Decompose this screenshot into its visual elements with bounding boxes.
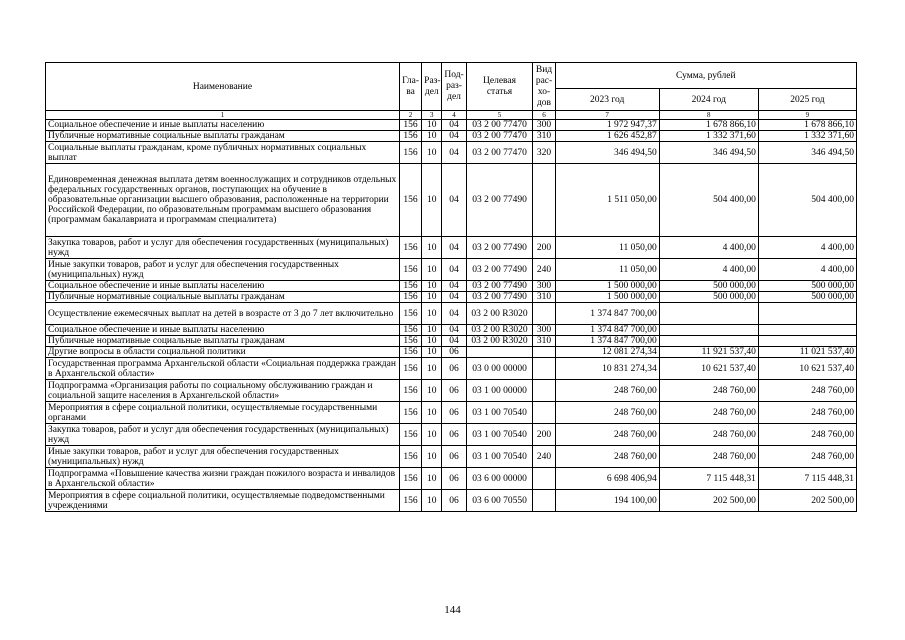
row-name: Единовременная денежная выплата детям военнослужащих и сотрудников отдельных федеральных государственных органов, поступающих на обучение в образовательные организации высшего образования, расположенные на территории Российской Федерации, по образовательным программам высшего образования (программам бакалавриата и программам специалитета) bbox=[46, 164, 400, 237]
table-row bbox=[46, 336, 857, 347]
header-glava bbox=[399, 63, 421, 111]
header-podrazdel-text: Под- раз- дел bbox=[444, 70, 464, 102]
row-sum-2024: 11 921 537,40 bbox=[659, 347, 758, 358]
row-podrazdel: 04 bbox=[442, 131, 466, 142]
row-sum-2024: 4 400,00 bbox=[659, 237, 758, 259]
table-row bbox=[46, 402, 857, 424]
table-row bbox=[46, 142, 857, 164]
table-row bbox=[46, 131, 857, 142]
row-glava: 156 bbox=[399, 325, 421, 336]
row-sum-2023: 1 374 847 700,00 bbox=[555, 325, 659, 336]
header-sum: Сумма, рублей bbox=[555, 63, 856, 89]
row-sum-2024: 7 115 448,31 bbox=[659, 468, 758, 490]
row-sum-2025 bbox=[758, 303, 856, 325]
row-vid: 240 bbox=[533, 259, 555, 281]
row-target: 03 6 00 70550 bbox=[466, 490, 533, 512]
row-glava: 156 bbox=[399, 468, 421, 490]
row-sum-2025: 1 678 866,10 bbox=[758, 120, 856, 131]
row-podrazdel: 06 bbox=[442, 468, 466, 490]
header-razdel-text: Раз- дел bbox=[424, 75, 441, 97]
row-glava: 156 bbox=[399, 490, 421, 512]
row-sum-2023: 248 760,00 bbox=[555, 402, 659, 424]
row-target: 03 0 00 00000 bbox=[466, 358, 533, 380]
row-sum-2023: 248 760,00 bbox=[555, 380, 659, 402]
table-row bbox=[46, 446, 857, 468]
row-razdel: 10 bbox=[422, 237, 442, 259]
col-number: 2 bbox=[399, 111, 421, 120]
row-razdel: 10 bbox=[422, 292, 442, 303]
row-sum-2023: 194 100,00 bbox=[555, 490, 659, 512]
header-2024: 2024 год bbox=[659, 89, 758, 111]
row-sum-2025: 346 494,50 bbox=[758, 142, 856, 164]
row-sum-2023: 346 494,50 bbox=[555, 142, 659, 164]
row-razdel: 10 bbox=[422, 468, 442, 490]
row-target: 03 2 00 77490 bbox=[466, 164, 533, 237]
row-podrazdel: 04 bbox=[442, 142, 466, 164]
row-sum-2025: 500 000,00 bbox=[758, 292, 856, 303]
row-target: 03 2 00 77490 bbox=[466, 281, 533, 292]
row-glava: 156 bbox=[399, 142, 421, 164]
row-sum-2025: 4 400,00 bbox=[758, 259, 856, 281]
row-sum-2023: 12 081 274,34 bbox=[555, 347, 659, 358]
row-sum-2024 bbox=[659, 336, 758, 347]
row-sum-2023: 1 374 847 700,00 bbox=[555, 303, 659, 325]
row-vid bbox=[533, 468, 555, 490]
row-sum-2025: 248 760,00 bbox=[758, 380, 856, 402]
col-number: 8 bbox=[659, 111, 758, 120]
row-sum-2023: 11 050,00 bbox=[555, 237, 659, 259]
row-sum-2023: 1 500 000,00 bbox=[555, 281, 659, 292]
row-vid: 300 bbox=[533, 281, 555, 292]
table-row bbox=[46, 120, 857, 131]
row-target: 03 2 00 R3020 bbox=[466, 336, 533, 347]
table-row bbox=[46, 325, 857, 336]
row-sum-2023: 1 374 847 700,00 bbox=[555, 336, 659, 347]
row-razdel: 10 bbox=[422, 402, 442, 424]
row-vid: 240 bbox=[533, 446, 555, 468]
row-glava: 156 bbox=[399, 131, 421, 142]
row-sum-2024: 248 760,00 bbox=[659, 402, 758, 424]
row-podrazdel: 04 bbox=[442, 325, 466, 336]
row-podrazdel: 06 bbox=[442, 446, 466, 468]
row-razdel: 10 bbox=[422, 259, 442, 281]
row-podrazdel: 04 bbox=[442, 259, 466, 281]
row-sum-2024: 248 760,00 bbox=[659, 380, 758, 402]
col-number: 6 bbox=[533, 111, 555, 120]
row-glava: 156 bbox=[399, 424, 421, 446]
row-sum-2025: 248 760,00 bbox=[758, 446, 856, 468]
row-vid: 200 bbox=[533, 237, 555, 259]
row-glava: 156 bbox=[399, 120, 421, 131]
row-name: Публичные нормативные социальные выплаты гражданам bbox=[46, 131, 400, 142]
row-name: Мероприятия в сфере социальной политики, осуществляемые подведомственными учреждениями bbox=[46, 490, 400, 512]
row-podrazdel: 04 bbox=[442, 292, 466, 303]
row-podrazdel: 06 bbox=[442, 402, 466, 424]
row-name: Подпрограмма «Повышение качества жизни граждан пожилого возраста и инвалидов в Архангельской области» bbox=[46, 468, 400, 490]
row-razdel: 10 bbox=[422, 120, 442, 131]
row-name: Публичные нормативные социальные выплаты гражданам bbox=[46, 336, 400, 347]
table-row bbox=[46, 468, 857, 490]
row-target: 03 2 00 77470 bbox=[466, 142, 533, 164]
row-vid bbox=[533, 402, 555, 424]
row-target: 03 1 00 70540 bbox=[466, 424, 533, 446]
row-sum-2024 bbox=[659, 303, 758, 325]
row-glava: 156 bbox=[399, 164, 421, 237]
row-sum-2024: 500 000,00 bbox=[659, 281, 758, 292]
row-sum-2023: 1 500 000,00 bbox=[555, 292, 659, 303]
row-sum-2024: 202 500,00 bbox=[659, 490, 758, 512]
row-glava: 156 bbox=[399, 259, 421, 281]
row-sum-2023: 1 626 452,87 bbox=[555, 131, 659, 142]
row-sum-2023: 1 511 050,00 bbox=[555, 164, 659, 237]
row-sum-2023: 248 760,00 bbox=[555, 424, 659, 446]
row-sum-2024: 504 400,00 bbox=[659, 164, 758, 237]
row-vid bbox=[533, 490, 555, 512]
row-target bbox=[466, 347, 533, 358]
row-sum-2024: 346 494,50 bbox=[659, 142, 758, 164]
row-vid bbox=[533, 303, 555, 325]
header-vid bbox=[533, 63, 555, 111]
row-podrazdel: 04 bbox=[442, 120, 466, 131]
col-number: 4 bbox=[442, 111, 466, 120]
row-name: Социальное обеспечение и иные выплаты населению bbox=[46, 120, 400, 131]
row-glava: 156 bbox=[399, 402, 421, 424]
header-2025: 2025 год bbox=[758, 89, 856, 111]
row-glava: 156 bbox=[399, 281, 421, 292]
header-razdel bbox=[422, 63, 442, 111]
row-podrazdel: 04 bbox=[442, 281, 466, 292]
row-podrazdel: 06 bbox=[442, 490, 466, 512]
col-number: 1 bbox=[46, 111, 400, 120]
row-name: Осуществление ежемесячных выплат на детей в возрасте от 3 до 7 лет включительно bbox=[46, 303, 400, 325]
table-row bbox=[46, 347, 857, 358]
row-razdel: 10 bbox=[422, 281, 442, 292]
row-name: Государственная программа Архангельской области «Социальная поддержка граждан в Архангельской области» bbox=[46, 358, 400, 380]
row-podrazdel: 06 bbox=[442, 380, 466, 402]
table-row bbox=[46, 358, 857, 380]
row-razdel: 10 bbox=[422, 142, 442, 164]
table-row bbox=[46, 303, 857, 325]
row-vid bbox=[533, 347, 555, 358]
row-sum-2024 bbox=[659, 325, 758, 336]
row-target: 03 2 00 77470 bbox=[466, 120, 533, 131]
row-target: 03 1 00 70540 bbox=[466, 446, 533, 468]
row-glava: 156 bbox=[399, 358, 421, 380]
row-name: Иные закупки товаров, работ и услуг для обеспечения государственных (муниципальных) нужд bbox=[46, 259, 400, 281]
row-razdel: 10 bbox=[422, 336, 442, 347]
row-name: Социальные выплаты гражданам, кроме публичных нормативных социальных выплат bbox=[46, 142, 400, 164]
row-target: 03 2 00 77470 bbox=[466, 131, 533, 142]
row-razdel: 10 bbox=[422, 131, 442, 142]
row-vid: 300 bbox=[533, 120, 555, 131]
row-vid: 310 bbox=[533, 292, 555, 303]
row-target: 03 2 00 R3020 bbox=[466, 325, 533, 336]
header-podrazdel bbox=[442, 63, 466, 111]
table-body bbox=[46, 120, 857, 512]
row-sum-2023: 248 760,00 bbox=[555, 446, 659, 468]
row-sum-2025 bbox=[758, 325, 856, 336]
row-name: Социальное обеспечение и иные выплаты населению bbox=[46, 325, 400, 336]
row-name: Закупка товаров, работ и услуг для обеспечения государственных (муниципальных) нужд bbox=[46, 237, 400, 259]
budget-table bbox=[45, 62, 857, 512]
table-row bbox=[46, 490, 857, 512]
row-sum-2025: 4 400,00 bbox=[758, 237, 856, 259]
row-sum-2023: 1 972 947,37 bbox=[555, 120, 659, 131]
table-row bbox=[46, 380, 857, 402]
row-razdel: 10 bbox=[422, 424, 442, 446]
row-glava: 156 bbox=[399, 292, 421, 303]
row-vid bbox=[533, 380, 555, 402]
row-podrazdel: 04 bbox=[442, 237, 466, 259]
col-number: 5 bbox=[466, 111, 533, 120]
row-razdel: 10 bbox=[422, 164, 442, 237]
row-podrazdel: 04 bbox=[442, 303, 466, 325]
header-vid-text: Вид рас- хо- дов bbox=[535, 64, 553, 108]
row-name: Подпрограмма «Организация работы по социальному обслуживанию граждан и социальной защите населения в Архангельской области» bbox=[46, 380, 400, 402]
row-name: Мероприятия в сфере социальной политики, осуществляемые государственными органами bbox=[46, 402, 400, 424]
col-number: 3 bbox=[422, 111, 442, 120]
col-number: 7 bbox=[555, 111, 659, 120]
row-target: 03 2 00 77490 bbox=[466, 259, 533, 281]
row-sum-2024: 500 000,00 bbox=[659, 292, 758, 303]
row-podrazdel: 06 bbox=[442, 347, 466, 358]
row-vid: 310 bbox=[533, 336, 555, 347]
row-name: Социальное обеспечение и иные выплаты населению bbox=[46, 281, 400, 292]
row-glava: 156 bbox=[399, 347, 421, 358]
row-vid: 320 bbox=[533, 142, 555, 164]
row-target: 03 6 00 00000 bbox=[466, 468, 533, 490]
row-razdel: 10 bbox=[422, 380, 442, 402]
table-row bbox=[46, 281, 857, 292]
row-vid: 310 bbox=[533, 131, 555, 142]
row-glava: 156 bbox=[399, 303, 421, 325]
row-sum-2025: 1 332 371,60 bbox=[758, 131, 856, 142]
row-sum-2025: 248 760,00 bbox=[758, 424, 856, 446]
row-target: 03 1 00 00000 bbox=[466, 380, 533, 402]
row-sum-2024: 4 400,00 bbox=[659, 259, 758, 281]
row-name: Другие вопросы в области социальной политики bbox=[46, 347, 400, 358]
row-razdel: 10 bbox=[422, 325, 442, 336]
row-vid bbox=[533, 164, 555, 237]
row-sum-2025: 202 500,00 bbox=[758, 490, 856, 512]
table-row bbox=[46, 292, 857, 303]
page-number: 144 bbox=[444, 604, 461, 616]
row-razdel: 10 bbox=[422, 490, 442, 512]
row-sum-2024: 1 678 866,10 bbox=[659, 120, 758, 131]
table-row bbox=[46, 424, 857, 446]
header-target-text: Целевая статья bbox=[483, 75, 516, 97]
row-sum-2024: 248 760,00 bbox=[659, 424, 758, 446]
header-name: Наименование bbox=[46, 63, 400, 111]
row-sum-2025: 504 400,00 bbox=[758, 164, 856, 237]
row-name: Иные закупки товаров, работ и услуг для обеспечения государственных (муниципальных) нужд bbox=[46, 446, 400, 468]
row-sum-2024: 248 760,00 bbox=[659, 446, 758, 468]
table-row bbox=[46, 259, 857, 281]
row-glava: 156 bbox=[399, 237, 421, 259]
row-sum-2023: 10 831 274,34 bbox=[555, 358, 659, 380]
header-target bbox=[466, 63, 533, 111]
row-sum-2023: 11 050,00 bbox=[555, 259, 659, 281]
row-sum-2024: 10 621 537,40 bbox=[659, 358, 758, 380]
row-sum-2025: 248 760,00 bbox=[758, 402, 856, 424]
col-number: 9 bbox=[758, 111, 856, 120]
row-razdel: 10 bbox=[422, 347, 442, 358]
row-razdel: 10 bbox=[422, 303, 442, 325]
row-podrazdel: 04 bbox=[442, 164, 466, 237]
row-vid: 200 bbox=[533, 424, 555, 446]
row-glava: 156 bbox=[399, 380, 421, 402]
row-name: Публичные нормативные социальные выплаты гражданам bbox=[46, 292, 400, 303]
row-target: 03 2 00 77490 bbox=[466, 237, 533, 259]
row-name: Закупка товаров, работ и услуг для обеспечения государственных (муниципальных) нужд bbox=[46, 424, 400, 446]
table-row bbox=[46, 237, 857, 259]
row-sum-2025: 10 621 537,40 bbox=[758, 358, 856, 380]
row-sum-2024: 1 332 371,60 bbox=[659, 131, 758, 142]
row-sum-2025: 11 021 537,40 bbox=[758, 347, 856, 358]
row-glava: 156 bbox=[399, 446, 421, 468]
row-razdel: 10 bbox=[422, 358, 442, 380]
row-target: 03 2 00 R3020 bbox=[466, 303, 533, 325]
row-vid: 300 bbox=[533, 325, 555, 336]
row-sum-2025: 7 115 448,31 bbox=[758, 468, 856, 490]
table-row bbox=[46, 164, 857, 237]
header-glava-text: Гла- ва bbox=[402, 75, 419, 97]
row-target: 03 2 00 77490 bbox=[466, 292, 533, 303]
row-glava: 156 bbox=[399, 336, 421, 347]
row-podrazdel: 04 bbox=[442, 336, 466, 347]
row-podrazdel: 06 bbox=[442, 424, 466, 446]
header-2023: 2023 год bbox=[555, 89, 659, 111]
row-razdel: 10 bbox=[422, 446, 442, 468]
row-sum-2025: 500 000,00 bbox=[758, 281, 856, 292]
row-podrazdel: 06 bbox=[442, 358, 466, 380]
row-sum-2023: 6 698 406,94 bbox=[555, 468, 659, 490]
row-sum-2025 bbox=[758, 336, 856, 347]
row-vid bbox=[533, 358, 555, 380]
row-target: 03 1 00 70540 bbox=[466, 402, 533, 424]
